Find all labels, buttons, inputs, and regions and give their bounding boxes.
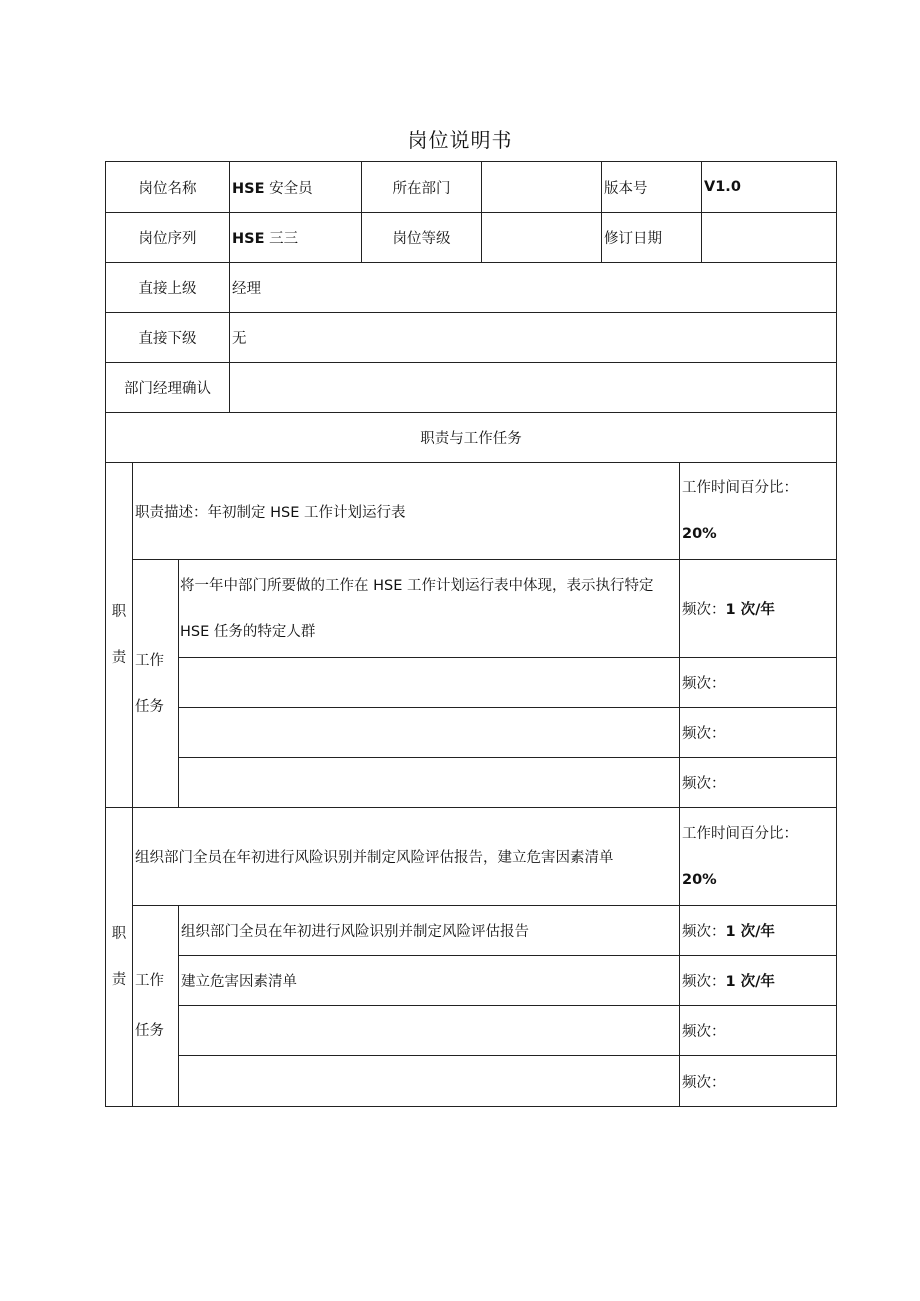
duty-2-task-label-2: 任务 bbox=[135, 1023, 164, 1039]
manager-confirm-label: 部门经理确认 bbox=[106, 363, 230, 413]
duty-1-task-1-text: 将一年中部门所要做的工作在 HSE 工作计划运行表中体现，表示执行特定 HSE 任务的特定人群 bbox=[179, 560, 680, 658]
version-value: V1.0 bbox=[702, 162, 837, 213]
department-label: 所在部门 bbox=[362, 162, 482, 213]
duty-1-task-2-text bbox=[179, 658, 680, 708]
grade-value bbox=[482, 213, 602, 263]
job-description-table bbox=[105, 161, 837, 1107]
duty-1-percent-value: 20% bbox=[682, 526, 717, 542]
subordinate-row bbox=[106, 313, 837, 363]
document-title: 岗位说明书 bbox=[407, 128, 513, 152]
duty-1-task-3-frequency bbox=[680, 708, 837, 758]
duty-1-side-char-1: 职 bbox=[111, 604, 127, 620]
duty-1-side-label bbox=[106, 463, 133, 808]
duty-1-task-1-freq-label: 频次： bbox=[682, 602, 726, 618]
duty-2-task-1-text: 组织部门全员在年初进行风险识别并制定风险评估报告 bbox=[179, 906, 680, 956]
duty-1-task-4-frequency bbox=[680, 758, 837, 808]
duty-1-task-label-2: 任务 bbox=[135, 698, 164, 715]
superior-value: 经理 bbox=[230, 263, 837, 313]
duty-2-task-2-freq-value: 1 次/年 bbox=[725, 974, 775, 990]
duty-2-task-row-1 bbox=[106, 906, 837, 956]
duty-1-task-2-freq-label: 频次： bbox=[682, 676, 726, 692]
duty-2-task-2-text: 建立危害因素清单 bbox=[179, 956, 680, 1006]
duty-2-percent-value: 20% bbox=[682, 871, 717, 888]
duty-1-task-row-2 bbox=[106, 658, 837, 708]
sequence-value bbox=[230, 213, 362, 263]
duty-2-task-1-freq-value: 1 次/年 bbox=[725, 924, 775, 940]
duty-2-side-char-1: 职 bbox=[111, 926, 127, 942]
duty-2-task-label bbox=[133, 906, 179, 1107]
duty-2-percent bbox=[680, 808, 837, 906]
duty-1-task-row-3 bbox=[106, 708, 837, 758]
duty-1-task-3-freq-label: 频次： bbox=[682, 726, 726, 742]
duty-1-description: 职责描述：年初制定 HSE 工作计划运行表 bbox=[133, 463, 680, 560]
header-row-1 bbox=[106, 162, 837, 213]
duty-1-percent-label: 工作时间百分比： bbox=[682, 480, 798, 496]
duty-2-task-3-frequency bbox=[680, 1006, 837, 1056]
duty-1-task-3-text bbox=[179, 708, 680, 758]
position-name-label: 岗位名称 bbox=[106, 162, 230, 213]
duty-1-task-label-1: 工作 bbox=[135, 652, 164, 669]
duty-2-description: 组织部门全员在年初进行风险识别并制定风险评估报告，建立危害因素清单 bbox=[133, 808, 680, 906]
duty-2-task-1-freq-label: 频次： bbox=[682, 924, 726, 940]
sequence-rest: 三三 bbox=[264, 231, 299, 247]
duty-2-side-char-2: 责 bbox=[111, 972, 127, 988]
revision-label: 修订日期 bbox=[602, 213, 702, 263]
position-name-prefix: HSE bbox=[232, 180, 265, 197]
duty-2-task-label-1: 工作 bbox=[135, 973, 164, 989]
subordinate-value: 无 bbox=[230, 313, 837, 363]
duty-1-task-2-frequency bbox=[680, 658, 837, 708]
duty-2-task-4-frequency bbox=[680, 1056, 837, 1107]
position-name-rest: 安全员 bbox=[264, 180, 313, 197]
superior-row bbox=[106, 263, 837, 313]
duty-2-task-1-frequency bbox=[680, 906, 837, 956]
duty-1-task-4-freq-label: 频次： bbox=[682, 776, 726, 792]
section-title-row bbox=[106, 413, 837, 463]
duty-2-task-row-4 bbox=[106, 1056, 837, 1107]
grade-label: 岗位等级 bbox=[362, 213, 482, 263]
manager-confirm-row bbox=[106, 363, 837, 413]
duty-1-side-char-2: 责 bbox=[111, 650, 127, 666]
duty-2-task-3-text bbox=[179, 1006, 680, 1056]
superior-label: 直接上级 bbox=[106, 263, 230, 313]
duty-1-percent bbox=[680, 463, 837, 560]
duty-2-task-4-freq-label: 频次： bbox=[682, 1074, 726, 1091]
duty-2-side-label bbox=[106, 808, 133, 1107]
duty-2-percent-label: 工作时间百分比： bbox=[682, 825, 798, 842]
department-value bbox=[482, 162, 602, 213]
duty-2-task-row-3 bbox=[106, 1006, 837, 1056]
manager-confirm-value bbox=[230, 363, 837, 413]
duty-1-task-1-freq-value: 1 次/年 bbox=[725, 602, 775, 618]
duty-1-task-row-1 bbox=[106, 560, 837, 658]
duty-1-task-4-text bbox=[179, 758, 680, 808]
duty-2-task-4-text bbox=[179, 1056, 680, 1107]
position-name-value bbox=[230, 162, 362, 213]
revision-value bbox=[702, 213, 837, 263]
duty-2-task-2-frequency bbox=[680, 956, 837, 1006]
duty-2-task-row-2 bbox=[106, 956, 837, 1006]
subordinate-label: 直接下级 bbox=[106, 313, 230, 363]
sequence-label: 岗位序列 bbox=[106, 213, 230, 263]
version-label: 版本号 bbox=[602, 162, 702, 213]
header-row-2 bbox=[106, 213, 837, 263]
duty-2-task-3-freq-label: 频次： bbox=[682, 1024, 726, 1040]
duty-1-description-row bbox=[106, 463, 837, 560]
duty-2-task-2-freq-label: 频次： bbox=[682, 974, 726, 990]
duty-2-description-row bbox=[106, 808, 837, 906]
duty-1-task-row-4 bbox=[106, 758, 837, 808]
section-title: 职责与工作任务 bbox=[106, 413, 837, 463]
sequence-prefix: HSE bbox=[232, 231, 265, 247]
duty-1-task-1-frequency bbox=[680, 560, 837, 658]
duty-1-task-label bbox=[133, 560, 179, 808]
